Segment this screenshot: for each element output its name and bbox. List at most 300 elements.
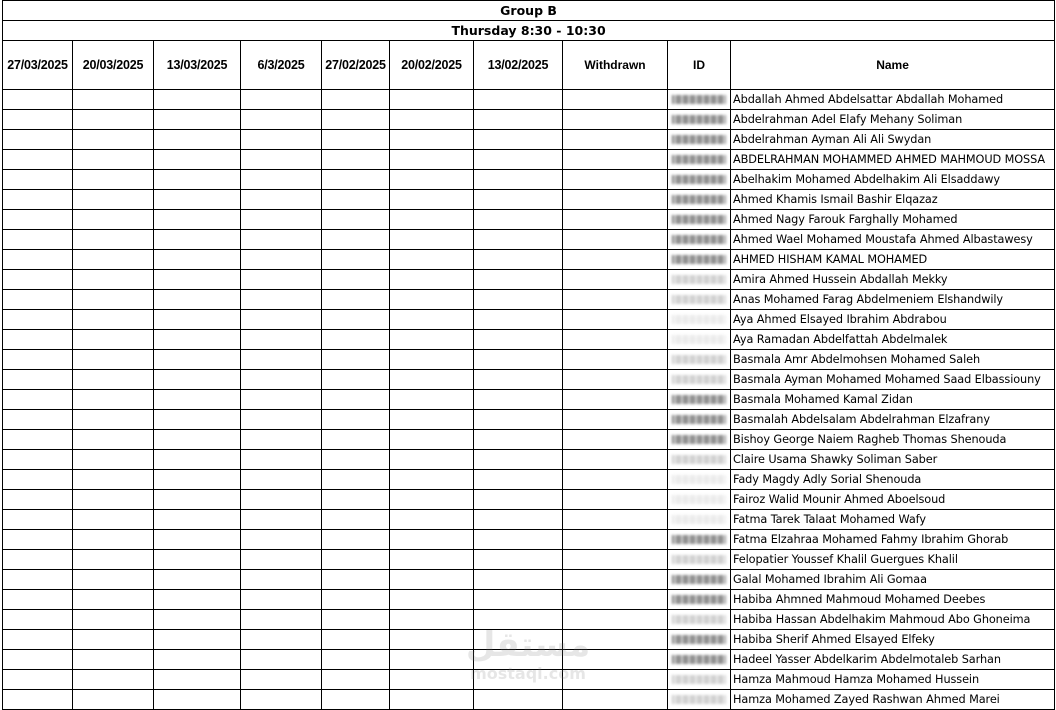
withdrawn-cell[interactable] [563, 230, 668, 250]
attendance-cell[interactable] [322, 670, 390, 690]
attendance-cell[interactable] [390, 470, 474, 490]
student-id-cell [668, 230, 731, 250]
attendance-cell[interactable] [241, 210, 322, 230]
withdrawn-cell[interactable] [563, 370, 668, 390]
attendance-cell[interactable] [73, 190, 154, 210]
attendance-cell[interactable] [154, 630, 241, 650]
attendance-cell[interactable] [474, 330, 563, 350]
attendance-cell[interactable] [154, 650, 241, 670]
attendance-cell[interactable] [154, 390, 241, 410]
withdrawn-cell[interactable] [563, 650, 668, 670]
attendance-cell[interactable] [390, 330, 474, 350]
withdrawn-cell[interactable] [563, 690, 668, 710]
student-row [3, 250, 1055, 270]
attendance-cell[interactable] [241, 250, 322, 270]
withdrawn-cell[interactable] [563, 330, 668, 350]
attendance-cell[interactable] [390, 230, 474, 250]
attendance-cell[interactable] [241, 370, 322, 390]
attendance-cell[interactable] [154, 450, 241, 470]
attendance-cell[interactable] [322, 550, 390, 570]
student-row [3, 90, 1055, 110]
watermark-arabic: مستقل [465, 625, 591, 665]
attendance-cell[interactable] [241, 310, 322, 330]
attendance-cell[interactable] [241, 490, 322, 510]
attendance-cell[interactable] [3, 590, 73, 610]
attendance-cell[interactable] [3, 310, 73, 330]
attendance-cell[interactable] [241, 610, 322, 630]
attendance-cell[interactable] [241, 410, 322, 430]
attendance-cell[interactable] [390, 170, 474, 190]
attendance-cell[interactable] [322, 230, 390, 250]
attendance-cell[interactable] [73, 90, 154, 110]
attendance-cell[interactable] [322, 290, 390, 310]
attendance-cell[interactable] [474, 670, 563, 690]
student-name: Ahmed Wael Mohamed Moustafa Ahmed Albastawesy [731, 230, 1055, 250]
attendance-cell[interactable] [73, 510, 154, 530]
attendance-cell[interactable] [3, 470, 73, 490]
attendance-cell[interactable] [322, 390, 390, 410]
attendance-cell[interactable] [154, 530, 241, 550]
student-name: Anas Mohamed Farag Abdelmeniem Elshandwily [731, 290, 1055, 310]
attendance-cell[interactable] [390, 570, 474, 590]
attendance-cell[interactable] [474, 550, 563, 570]
attendance-cell[interactable] [154, 210, 241, 230]
attendance-cell[interactable] [322, 250, 390, 270]
attendance-cell[interactable] [154, 610, 241, 630]
attendance-cell[interactable] [390, 450, 474, 470]
attendance-cell[interactable] [154, 370, 241, 390]
redacted-id [672, 615, 726, 624]
student-id-cell [668, 110, 731, 130]
withdrawn-cell[interactable] [563, 450, 668, 470]
withdrawn-cell[interactable] [563, 130, 668, 150]
attendance-cell[interactable] [241, 350, 322, 370]
student-row [3, 690, 1055, 710]
attendance-cell[interactable] [241, 390, 322, 410]
student-name: Abdelrahman Ayman Ali Ali Swydan [731, 130, 1055, 150]
attendance-cell[interactable] [390, 610, 474, 630]
redacted-id [672, 675, 726, 684]
attendance-cell[interactable] [3, 390, 73, 410]
attendance-cell[interactable] [390, 210, 474, 230]
student-id-cell [668, 610, 731, 630]
redacted-id [672, 415, 726, 424]
attendance-cell[interactable] [154, 270, 241, 290]
attendance-cell[interactable] [390, 370, 474, 390]
attendance-cell[interactable] [154, 430, 241, 450]
attendance-cell[interactable] [73, 170, 154, 190]
withdrawn-cell[interactable] [563, 290, 668, 310]
attendance-cell[interactable] [390, 90, 474, 110]
attendance-cell[interactable] [322, 370, 390, 390]
withdrawn-cell[interactable] [563, 190, 668, 210]
attendance-cell[interactable] [474, 530, 563, 550]
attendance-cell[interactable] [322, 570, 390, 590]
attendance-cell[interactable] [322, 490, 390, 510]
attendance-cell[interactable] [154, 410, 241, 430]
attendance-cell[interactable] [3, 90, 73, 110]
attendance-cell[interactable] [241, 290, 322, 310]
attendance-cell[interactable] [241, 190, 322, 210]
attendance-cell[interactable] [322, 310, 390, 330]
redacted-id [672, 535, 726, 544]
student-id-cell [668, 330, 731, 350]
attendance-cell[interactable] [322, 690, 390, 710]
attendance-cell[interactable] [3, 410, 73, 430]
attendance-cell[interactable] [322, 650, 390, 670]
attendance-cell[interactable] [3, 130, 73, 150]
attendance-cell[interactable] [390, 310, 474, 330]
attendance-cell[interactable] [154, 230, 241, 250]
attendance-cell[interactable] [474, 630, 563, 650]
attendance-cell[interactable] [3, 250, 73, 270]
attendance-cell[interactable] [322, 330, 390, 350]
attendance-cell[interactable] [3, 630, 73, 650]
attendance-cell[interactable] [322, 450, 390, 470]
attendance-cell[interactable] [73, 310, 154, 330]
attendance-cell[interactable] [3, 150, 73, 170]
attendance-cell[interactable] [474, 390, 563, 410]
attendance-cell[interactable] [390, 670, 474, 690]
attendance-cell[interactable] [322, 130, 390, 150]
attendance-cell[interactable] [241, 550, 322, 570]
attendance-cell[interactable] [322, 530, 390, 550]
withdrawn-cell[interactable] [563, 350, 668, 370]
attendance-cell[interactable] [73, 690, 154, 710]
attendance-cell[interactable] [154, 130, 241, 150]
student-row [3, 470, 1055, 490]
student-row [3, 330, 1055, 350]
attendance-cell[interactable] [73, 370, 154, 390]
attendance-cell[interactable] [154, 170, 241, 190]
withdrawn-cell[interactable] [563, 210, 668, 230]
attendance-cell[interactable] [474, 610, 563, 630]
attendance-cell[interactable] [474, 430, 563, 450]
withdrawn-cell[interactable] [563, 90, 668, 110]
attendance-cell[interactable] [154, 570, 241, 590]
student-name: Bishoy George Naiem Ragheb Thomas Shenouda [731, 430, 1055, 450]
attendance-cell[interactable] [241, 230, 322, 250]
attendance-cell[interactable] [474, 690, 563, 710]
student-name: Basmala Amr Abdelmohsen Mohamed Saleh [731, 350, 1055, 370]
attendance-cell[interactable] [322, 630, 390, 650]
attendance-cell[interactable] [241, 530, 322, 550]
attendance-cell[interactable] [73, 410, 154, 430]
attendance-cell[interactable] [474, 590, 563, 610]
attendance-cell[interactable] [474, 270, 563, 290]
attendance-cell[interactable] [390, 430, 474, 450]
student-row [3, 610, 1055, 630]
attendance-cell[interactable] [390, 590, 474, 610]
attendance-cell[interactable] [73, 610, 154, 630]
redacted-id [672, 395, 726, 404]
attendance-cell[interactable] [3, 510, 73, 530]
attendance-cell[interactable] [390, 110, 474, 130]
attendance-cell[interactable] [154, 90, 241, 110]
attendance-cell[interactable] [474, 290, 563, 310]
attendance-cell[interactable] [241, 650, 322, 670]
attendance-cell[interactable] [73, 210, 154, 230]
attendance-cell[interactable] [154, 470, 241, 490]
student-id-cell [668, 650, 731, 670]
attendance-cell[interactable] [322, 430, 390, 450]
attendance-cell[interactable] [3, 570, 73, 590]
attendance-cell[interactable] [73, 330, 154, 350]
attendance-cell[interactable] [474, 110, 563, 130]
attendance-cell[interactable] [241, 670, 322, 690]
attendance-cell[interactable] [322, 410, 390, 430]
attendance-cell[interactable] [3, 370, 73, 390]
attendance-cell[interactable] [154, 350, 241, 370]
attendance-cell[interactable] [322, 170, 390, 190]
attendance-cell[interactable] [390, 250, 474, 270]
attendance-cell[interactable] [3, 650, 73, 670]
attendance-cell[interactable] [390, 190, 474, 210]
attendance-cell[interactable] [322, 90, 390, 110]
attendance-cell[interactable] [390, 410, 474, 430]
withdrawn-cell[interactable] [563, 390, 668, 410]
redacted-id [672, 555, 726, 564]
attendance-cell[interactable] [241, 90, 322, 110]
withdrawn-cell[interactable] [563, 510, 668, 530]
column-header-date: 27/02/2025 [322, 41, 390, 90]
attendance-cell[interactable] [390, 630, 474, 650]
attendance-cell[interactable] [241, 630, 322, 650]
attendance-cell[interactable] [390, 150, 474, 170]
attendance-cell[interactable] [3, 270, 73, 290]
attendance-cell[interactable] [474, 510, 563, 530]
withdrawn-cell[interactable] [563, 630, 668, 650]
attendance-cell[interactable] [474, 370, 563, 390]
attendance-cell[interactable] [474, 230, 563, 250]
student-row [3, 110, 1055, 130]
withdrawn-cell[interactable] [563, 610, 668, 630]
withdrawn-cell[interactable] [563, 270, 668, 290]
attendance-cell[interactable] [241, 510, 322, 530]
attendance-cell[interactable] [73, 250, 154, 270]
attendance-cell[interactable] [73, 150, 154, 170]
attendance-cell[interactable] [322, 210, 390, 230]
student-id-cell [668, 150, 731, 170]
withdrawn-cell[interactable] [563, 110, 668, 130]
attendance-cell[interactable] [3, 550, 73, 570]
attendance-cell[interactable] [390, 550, 474, 570]
withdrawn-cell[interactable] [563, 670, 668, 690]
attendance-cell[interactable] [241, 330, 322, 350]
student-name: Fairoz Walid Mounir Ahmed Aboelsoud [731, 490, 1055, 510]
attendance-cell[interactable] [474, 570, 563, 590]
withdrawn-cell[interactable] [563, 150, 668, 170]
attendance-cell[interactable] [241, 590, 322, 610]
withdrawn-cell[interactable] [563, 430, 668, 450]
redacted-id [672, 495, 726, 504]
attendance-cell[interactable] [390, 690, 474, 710]
attendance-cell[interactable] [3, 670, 73, 690]
redacted-id [672, 235, 726, 244]
student-id-cell [668, 470, 731, 490]
attendance-cell[interactable] [474, 250, 563, 270]
attendance-cell[interactable] [73, 350, 154, 370]
attendance-cell[interactable] [241, 690, 322, 710]
student-id-cell [668, 190, 731, 210]
attendance-cell[interactable] [241, 430, 322, 450]
attendance-cell[interactable] [154, 690, 241, 710]
attendance-cell[interactable] [474, 170, 563, 190]
withdrawn-cell[interactable] [563, 550, 668, 570]
attendance-cell[interactable] [241, 470, 322, 490]
attendance-cell[interactable] [154, 590, 241, 610]
student-id-cell [668, 350, 731, 370]
withdrawn-cell[interactable] [563, 590, 668, 610]
student-name: AHMED HISHAM KAMAL MOHAMED [731, 250, 1055, 270]
attendance-cell[interactable] [474, 150, 563, 170]
attendance-cell[interactable] [241, 270, 322, 290]
attendance-cell[interactable] [390, 390, 474, 410]
attendance-cell[interactable] [322, 190, 390, 210]
withdrawn-cell[interactable] [563, 490, 668, 510]
attendance-cell[interactable] [73, 290, 154, 310]
attendance-cell[interactable] [73, 490, 154, 510]
student-name: ABDELRAHMAN MOHAMMED AHMED MAHMOUD MOSSA [731, 150, 1055, 170]
attendance-cell[interactable] [241, 110, 322, 130]
attendance-cell[interactable] [73, 390, 154, 410]
attendance-cell[interactable] [73, 630, 154, 650]
attendance-cell[interactable] [241, 450, 322, 470]
withdrawn-cell[interactable] [563, 470, 668, 490]
attendance-cell[interactable] [474, 450, 563, 470]
attendance-cell[interactable] [474, 410, 563, 430]
attendance-cell[interactable] [3, 170, 73, 190]
withdrawn-cell[interactable] [563, 410, 668, 430]
attendance-cell[interactable] [390, 130, 474, 150]
attendance-cell[interactable] [73, 530, 154, 550]
attendance-cell[interactable] [3, 490, 73, 510]
attendance-cell[interactable] [73, 130, 154, 150]
attendance-cell[interactable] [3, 290, 73, 310]
student-id-cell [668, 430, 731, 450]
attendance-cell[interactable] [73, 430, 154, 450]
attendance-cell[interactable] [73, 230, 154, 250]
student-row [3, 190, 1055, 210]
attendance-cell[interactable] [474, 210, 563, 230]
attendance-cell[interactable] [390, 530, 474, 550]
attendance-cell[interactable] [73, 470, 154, 490]
student-row [3, 450, 1055, 470]
withdrawn-cell[interactable] [563, 530, 668, 550]
attendance-cell[interactable] [154, 250, 241, 270]
attendance-cell[interactable] [322, 470, 390, 490]
attendance-cell[interactable] [3, 430, 73, 450]
attendance-cell[interactable] [322, 610, 390, 630]
redacted-id [672, 475, 726, 484]
attendance-cell[interactable] [241, 570, 322, 590]
redacted-id [672, 435, 726, 444]
attendance-cell[interactable] [390, 350, 474, 370]
withdrawn-cell[interactable] [563, 170, 668, 190]
attendance-cell[interactable] [474, 470, 563, 490]
student-name: Amira Ahmed Hussein Abdallah Mekky [731, 270, 1055, 290]
student-name: Aya Ramadan Abdelfattah Abdelmalek [731, 330, 1055, 350]
attendance-cell[interactable] [322, 150, 390, 170]
attendance-cell[interactable] [154, 290, 241, 310]
column-header-withdrawn: Withdrawn [563, 41, 668, 90]
student-row [3, 310, 1055, 330]
attendance-cell[interactable] [154, 110, 241, 130]
attendance-cell[interactable] [474, 310, 563, 330]
attendance-cell[interactable] [3, 330, 73, 350]
student-name: Fatma Elzahraa Mohamed Fahmy Ibrahim Ghorab [731, 530, 1055, 550]
attendance-cell[interactable] [322, 270, 390, 290]
attendance-cell[interactable] [3, 610, 73, 630]
attendance-cell[interactable] [390, 650, 474, 670]
attendance-cell[interactable] [154, 670, 241, 690]
attendance-cell[interactable] [3, 190, 73, 210]
attendance-cell[interactable] [73, 270, 154, 290]
attendance-cell[interactable] [474, 350, 563, 370]
attendance-cell[interactable] [241, 130, 322, 150]
student-row [3, 210, 1055, 230]
attendance-cell[interactable] [154, 310, 241, 330]
attendance-cell[interactable] [73, 670, 154, 690]
attendance-cell[interactable] [3, 350, 73, 370]
attendance-cell[interactable] [154, 550, 241, 570]
student-name: Habiba Hassan Abdelhakim Mahmoud Abo Ghoneima [731, 610, 1055, 630]
attendance-cell[interactable] [390, 290, 474, 310]
attendance-cell[interactable] [73, 590, 154, 610]
attendance-cell[interactable] [474, 90, 563, 110]
attendance-cell[interactable] [390, 490, 474, 510]
attendance-cell[interactable] [474, 190, 563, 210]
attendance-cell[interactable] [154, 190, 241, 210]
attendance-cell[interactable] [3, 210, 73, 230]
attendance-cell[interactable] [154, 490, 241, 510]
attendance-cell[interactable] [3, 690, 73, 710]
column-header-row [3, 41, 1055, 90]
attendance-cell[interactable] [154, 510, 241, 530]
attendance-cell[interactable] [154, 150, 241, 170]
attendance-cell[interactable] [3, 450, 73, 470]
attendance-cell[interactable] [322, 590, 390, 610]
withdrawn-cell[interactable] [563, 250, 668, 270]
attendance-cell[interactable] [73, 650, 154, 670]
attendance-cell[interactable] [390, 270, 474, 290]
attendance-cell[interactable] [73, 110, 154, 130]
attendance-cell[interactable] [241, 170, 322, 190]
attendance-cell[interactable] [3, 110, 73, 130]
withdrawn-cell[interactable] [563, 570, 668, 590]
attendance-cell[interactable] [73, 550, 154, 570]
attendance-cell[interactable] [322, 110, 390, 130]
attendance-cell[interactable] [73, 570, 154, 590]
redacted-id [672, 575, 726, 584]
attendance-cell[interactable] [3, 530, 73, 550]
attendance-sheet [2, 0, 1055, 710]
attendance-cell[interactable] [322, 510, 390, 530]
attendance-cell[interactable] [154, 330, 241, 350]
attendance-cell[interactable] [3, 230, 73, 250]
column-header-name: Name [731, 41, 1055, 90]
attendance-cell[interactable] [322, 350, 390, 370]
student-name: Abdallah Ahmed Abdelsattar Abdallah Mohamed [731, 90, 1055, 110]
attendance-cell[interactable] [474, 490, 563, 510]
attendance-cell[interactable] [474, 650, 563, 670]
attendance-cell[interactable] [474, 130, 563, 150]
student-name: Basmala Mohamed Kamal Zidan [731, 390, 1055, 410]
attendance-cell[interactable] [73, 450, 154, 470]
withdrawn-cell[interactable] [563, 310, 668, 330]
attendance-cell[interactable] [241, 150, 322, 170]
attendance-cell[interactable] [390, 510, 474, 530]
